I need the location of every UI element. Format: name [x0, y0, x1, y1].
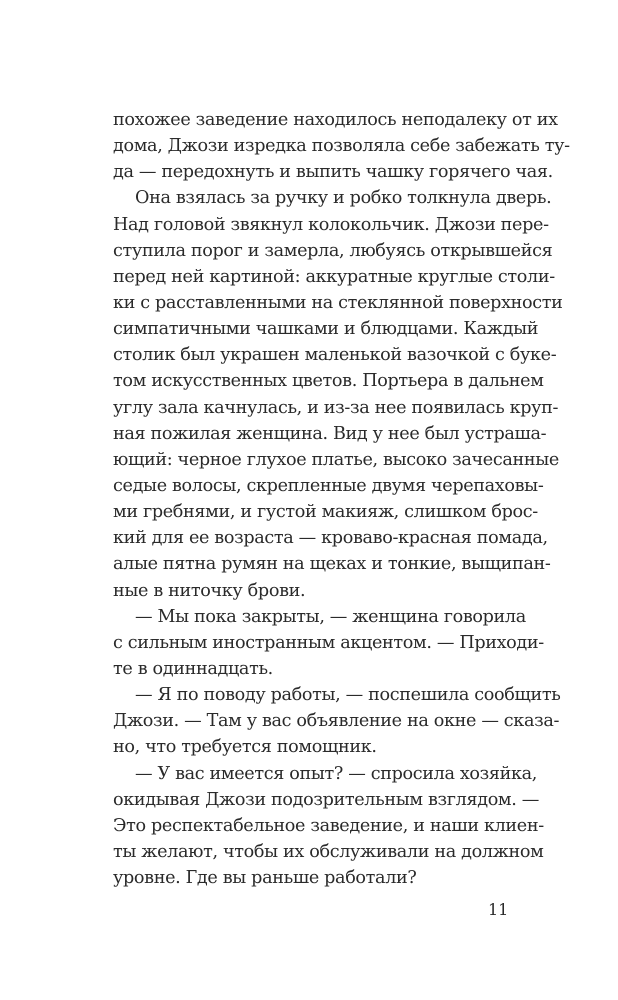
text-line: похожее заведение находилось неподалеку от их	[113, 110, 558, 130]
text-line: ная пожилая женщина. Вид у нее был устраша-	[113, 423, 547, 444]
text-line: — У вас имеется опыт? — спросила хозяйка,	[135, 763, 538, 784]
text-line: кий для ее возраста — кроваво-красная помада,	[113, 528, 548, 549]
text-line: симпатичными чашками и блюдцами. Каждый	[113, 319, 539, 340]
text-line: но, что требуется помощник.	[113, 737, 377, 758]
text-line: столик был украшен маленькой вазочкой с буке-	[113, 345, 557, 366]
text-line: — Я по поводу работы, — поспешила сообщить	[135, 685, 561, 706]
text-line: Джози. — Там у вас объявление на окне — сказа-	[113, 711, 560, 732]
text-line: окидывая Джози подозрительным взглядом. —	[113, 789, 540, 810]
book-page-text	[113, 107, 570, 891]
text-line: — Мы пока закрыты, — женщина говорила	[135, 606, 526, 627]
text-line: Она взялась за ручку и робко толкнула дверь.	[135, 188, 552, 209]
text-line: Это респектабельное заведение, и наши клиен-	[113, 815, 544, 836]
text-line: дома, Джози изредка позволяла себе забежать ту-	[113, 136, 570, 157]
text-line: ные в ниточку брови.	[113, 580, 306, 601]
text-line: да — передохнуть и выпить чашку горячего чая.	[113, 162, 553, 183]
page-number: 11	[488, 900, 509, 919]
text-line: том искусственных цветов. Портьера в дальнем	[113, 371, 544, 392]
text-line: углу зала качнулась, и из-за нее появилась круп-	[113, 397, 559, 418]
text-line: уровне. Где вы раньше работали?	[113, 868, 417, 889]
text-line: ты желают, чтобы их обслуживали на должном	[113, 841, 544, 862]
text-line: те в одиннадцать.	[113, 658, 273, 679]
text-line: ступила порог и замерла, любуясь открывшейся	[113, 240, 553, 261]
text-line: Над головой звякнул колокольчик. Джози пере-	[113, 214, 549, 235]
text-line: ки с расставленными на стеклянной поверхности	[113, 292, 563, 313]
text-line: алые пятна румян на щеках и тонкие, выщипан-	[113, 554, 551, 575]
text-line: седые волосы, скрепленные двумя черепаховы-	[113, 475, 544, 496]
text-line: ющий: черное глухое платье, высоко зачесанные	[113, 449, 559, 470]
text-line: с сильным иностранным акцентом. — Приходи-	[113, 632, 544, 653]
text-line: перед ней картиной: аккуратные круглые столи-	[113, 266, 555, 287]
text-line: ми гребнями, и густой макияж, слишком брос-	[113, 502, 538, 523]
